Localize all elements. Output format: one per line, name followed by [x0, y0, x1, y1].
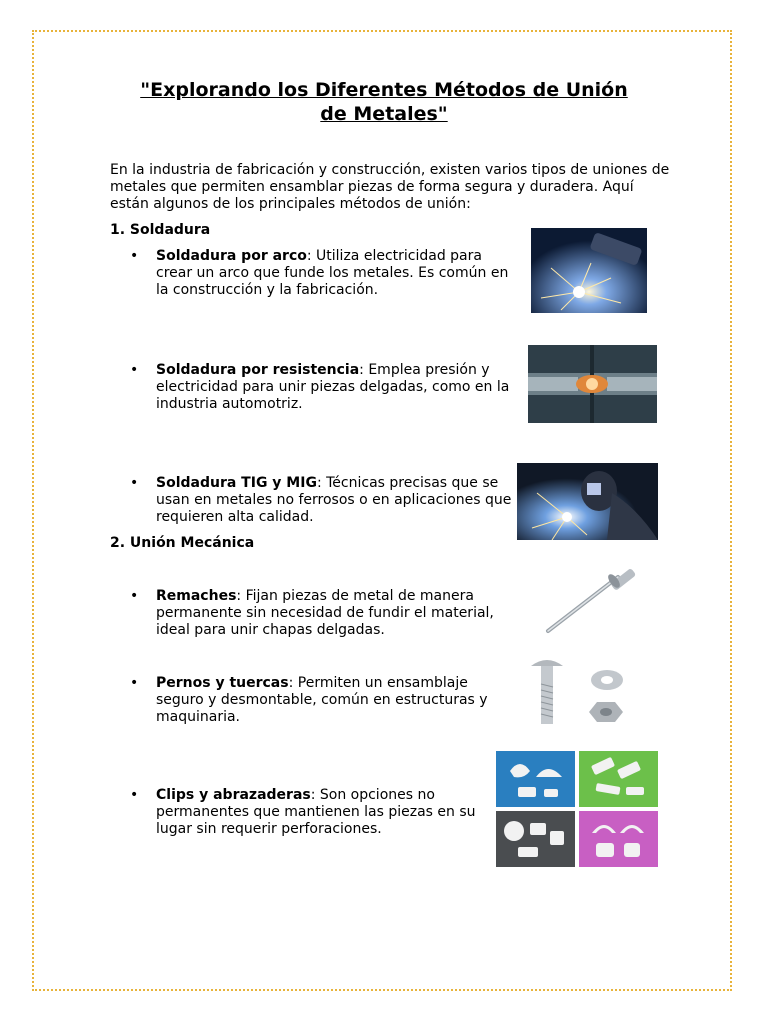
item-term: Soldadura por arco: [156, 248, 307, 264]
item-term: Remaches: [156, 588, 237, 604]
bullet: •: [130, 675, 139, 691]
bolt-nut-image: [523, 656, 625, 724]
item-desc: : Son opciones no permanentes que mantienen las piezas en su lugar sin requerir perforaciones.: [156, 787, 476, 837]
tig-mig-welding-image: [517, 463, 658, 540]
item-term: Clips y abrazaderas: [156, 787, 311, 803]
bullet: •: [130, 588, 139, 604]
bullet: •: [130, 787, 139, 803]
item-term: Pernos y tuercas: [156, 675, 289, 691]
arc-welding-image: [531, 228, 647, 313]
document-title: [100, 78, 668, 126]
title-line-1: "Explorando los Diferentes Métodos de Unión: [140, 79, 628, 101]
item-desc: : Permiten un ensamblaje seguro y desmontable, común en estructuras y maquinaria.: [156, 675, 488, 725]
item-term: Soldadura TIG y MIG: [156, 475, 317, 491]
item-desc: : Técnicas precisas que se usan en metales no ferrosos o en aplicaciones que requieren alta calidad.: [156, 475, 512, 525]
item-desc: : Emplea presión y electricidad para unir piezas delgadas, como en la industria automotriz.: [156, 362, 510, 412]
section-heading-union-mecanica: 2. Unión Mecánica: [110, 535, 255, 551]
item-term: Soldadura por resistencia: [156, 362, 360, 378]
bullet: •: [130, 248, 139, 264]
clips-clamps-image: [496, 751, 658, 867]
intro-paragraph: En la industria de fabricación y construcción, existen varios tipos de uniones de metales que permiten ensamblar piezas de forma segura y duradera. Aquí están algunos de los principales métodos de unión:: [110, 162, 670, 212]
item-desc: : Utiliza electricidad para crear un arco que funde los metales. Es común en la construcción y la fabricación.: [156, 248, 509, 298]
rivet-image: [540, 563, 642, 637]
title-line-2: de Metales": [320, 103, 448, 125]
section-heading-soldadura: 1. Soldadura: [110, 222, 211, 238]
bullet: •: [130, 475, 139, 491]
item-desc: : Fijan piezas de metal de manera permanente sin necesidad de fundir el material, ideal para unir chapas delgadas.: [156, 588, 494, 638]
resistance-welding-image: [528, 345, 657, 423]
bullet: •: [130, 362, 139, 378]
